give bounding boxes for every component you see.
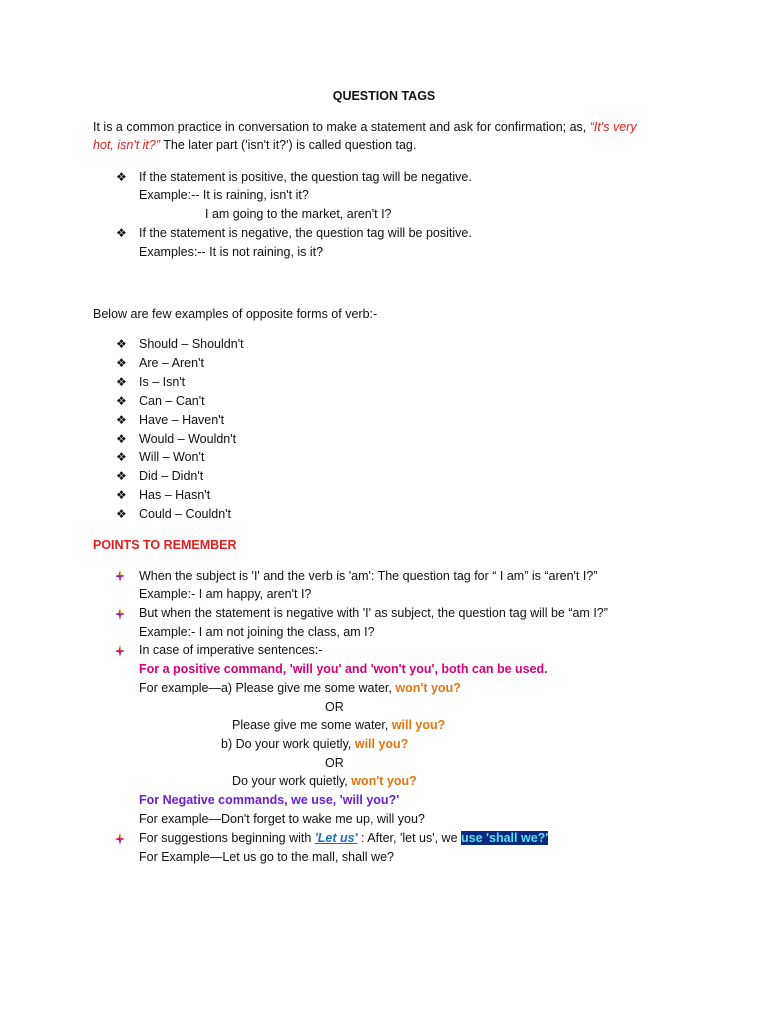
example-b-2-tag: won't you? (351, 774, 417, 788)
verb-pair-item: Have – Haven't (139, 413, 225, 427)
verb-pair-item: Will – Won't (139, 450, 205, 464)
point-3: In case of imperative sentences:- (139, 643, 323, 657)
rule-positive-example: Example:-- It is raining, isn't it? (139, 188, 309, 202)
diamond-bullet-icon: ❖ (116, 488, 127, 502)
or-1: OR (325, 700, 344, 714)
example-b-2-text: Do your work quietly, (232, 774, 352, 788)
point-4-example: For Example—Let us go to the mall, shall we? (139, 850, 394, 864)
page-title: QUESTION TAGS (332, 89, 436, 103)
point-2-example: Example:- I am not joining the class, am I? (139, 625, 375, 639)
example-a-2-text: Please give me some water, (232, 718, 392, 732)
verb-pair-item: Should – Shouldn't (139, 337, 244, 351)
example-b-text: b) Do your work quietly, (221, 737, 355, 751)
point-1-example: Example:- I am happy, aren't I? (139, 587, 312, 601)
point-4 (139, 829, 548, 847)
example-a-2-tag: will you? (391, 718, 446, 732)
intro-text-end: The later part ('isn't it?') is called question tag. (160, 138, 417, 152)
star-bullet-icon (115, 570, 125, 582)
rule-positive: If the statement is positive, the question tag will be negative. (139, 170, 472, 184)
diamond-bullet-icon: ❖ (116, 469, 127, 483)
intro-quote: “It's very (589, 120, 637, 134)
let-us-link[interactable]: 'Let us' (314, 831, 358, 845)
diamond-bullet-icon: ❖ (116, 507, 127, 521)
star-bullet-icon (115, 608, 125, 620)
diamond-bullet-icon: ❖ (116, 413, 127, 427)
star-bullet-icon (115, 645, 125, 657)
point-4-text-2: : After, 'let us', we (357, 831, 462, 845)
rule-negative-example: Examples:-- It is not raining, is it? (139, 245, 324, 259)
verb-pair-item: Can – Can't (139, 394, 205, 408)
intro-text: It is a common practice in conversation to make a statement and ask for confirmation; as, (93, 120, 590, 134)
verb-pair-item: Would – Wouldn't (139, 432, 237, 446)
intro-line-1 (93, 118, 637, 136)
example-b-tag: will you? (354, 737, 409, 751)
verb-pair-item: Did – Didn't (139, 469, 204, 483)
example-a-tag: won't you? (395, 681, 461, 695)
intro-quote-end: hot, isn't it?” (93, 138, 160, 152)
diamond-bullet-icon: ❖ (116, 375, 127, 389)
verbs-intro: Below are few examples of opposite forms of verb:- (93, 307, 378, 321)
example-a-text: For example—a) Please give me some water, (139, 681, 396, 695)
diamond-bullet-icon: ❖ (116, 170, 127, 184)
diamond-bullet-icon: ❖ (116, 394, 127, 408)
verb-pair-item: Are – Aren't (139, 356, 204, 370)
or-2: OR (325, 756, 344, 770)
diamond-bullet-icon: ❖ (116, 356, 127, 370)
verb-pair-item: Is – Isn't (139, 375, 186, 389)
diamond-bullet-icon: ❖ (116, 337, 127, 351)
example-a-2 (232, 716, 445, 734)
verb-pair-item: Has – Hasn't (139, 488, 211, 502)
negative-command-example: For example—Don't forget to wake me up, will you? (139, 812, 425, 826)
example-a (139, 679, 461, 697)
rule-positive-example-2: I am going to the market, aren't I? (205, 207, 392, 221)
rule-negative: If the statement is negative, the question tag will be positive. (139, 226, 472, 240)
diamond-bullet-icon: ❖ (116, 226, 127, 240)
highlight-use: use (461, 831, 483, 845)
example-b-2 (232, 772, 417, 790)
intro-line-2 (93, 136, 416, 154)
star-bullet-icon (115, 833, 125, 845)
diamond-bullet-icon: ❖ (116, 432, 127, 446)
highlight-shall-we: 'shall we?' (482, 831, 549, 845)
points-heading: POINTS TO REMEMBER (93, 538, 237, 552)
diamond-bullet-icon: ❖ (116, 450, 127, 464)
positive-command-rule: For a positive command, 'will you' and 'won't you', both can be used. (139, 662, 548, 676)
example-b (221, 735, 408, 753)
point-4-text: For suggestions beginning with (139, 831, 315, 845)
point-2: But when the statement is negative with 'I' as subject, the question tag will be “am I?” (139, 606, 608, 620)
point-1: When the subject is 'I' and the verb is 'am': The question tag for “ I am” is “aren't I?” (139, 569, 598, 583)
verb-pair-item: Could – Couldn't (139, 507, 232, 521)
negative-command-rule: For Negative commands, we use, 'will you?' (139, 793, 400, 807)
